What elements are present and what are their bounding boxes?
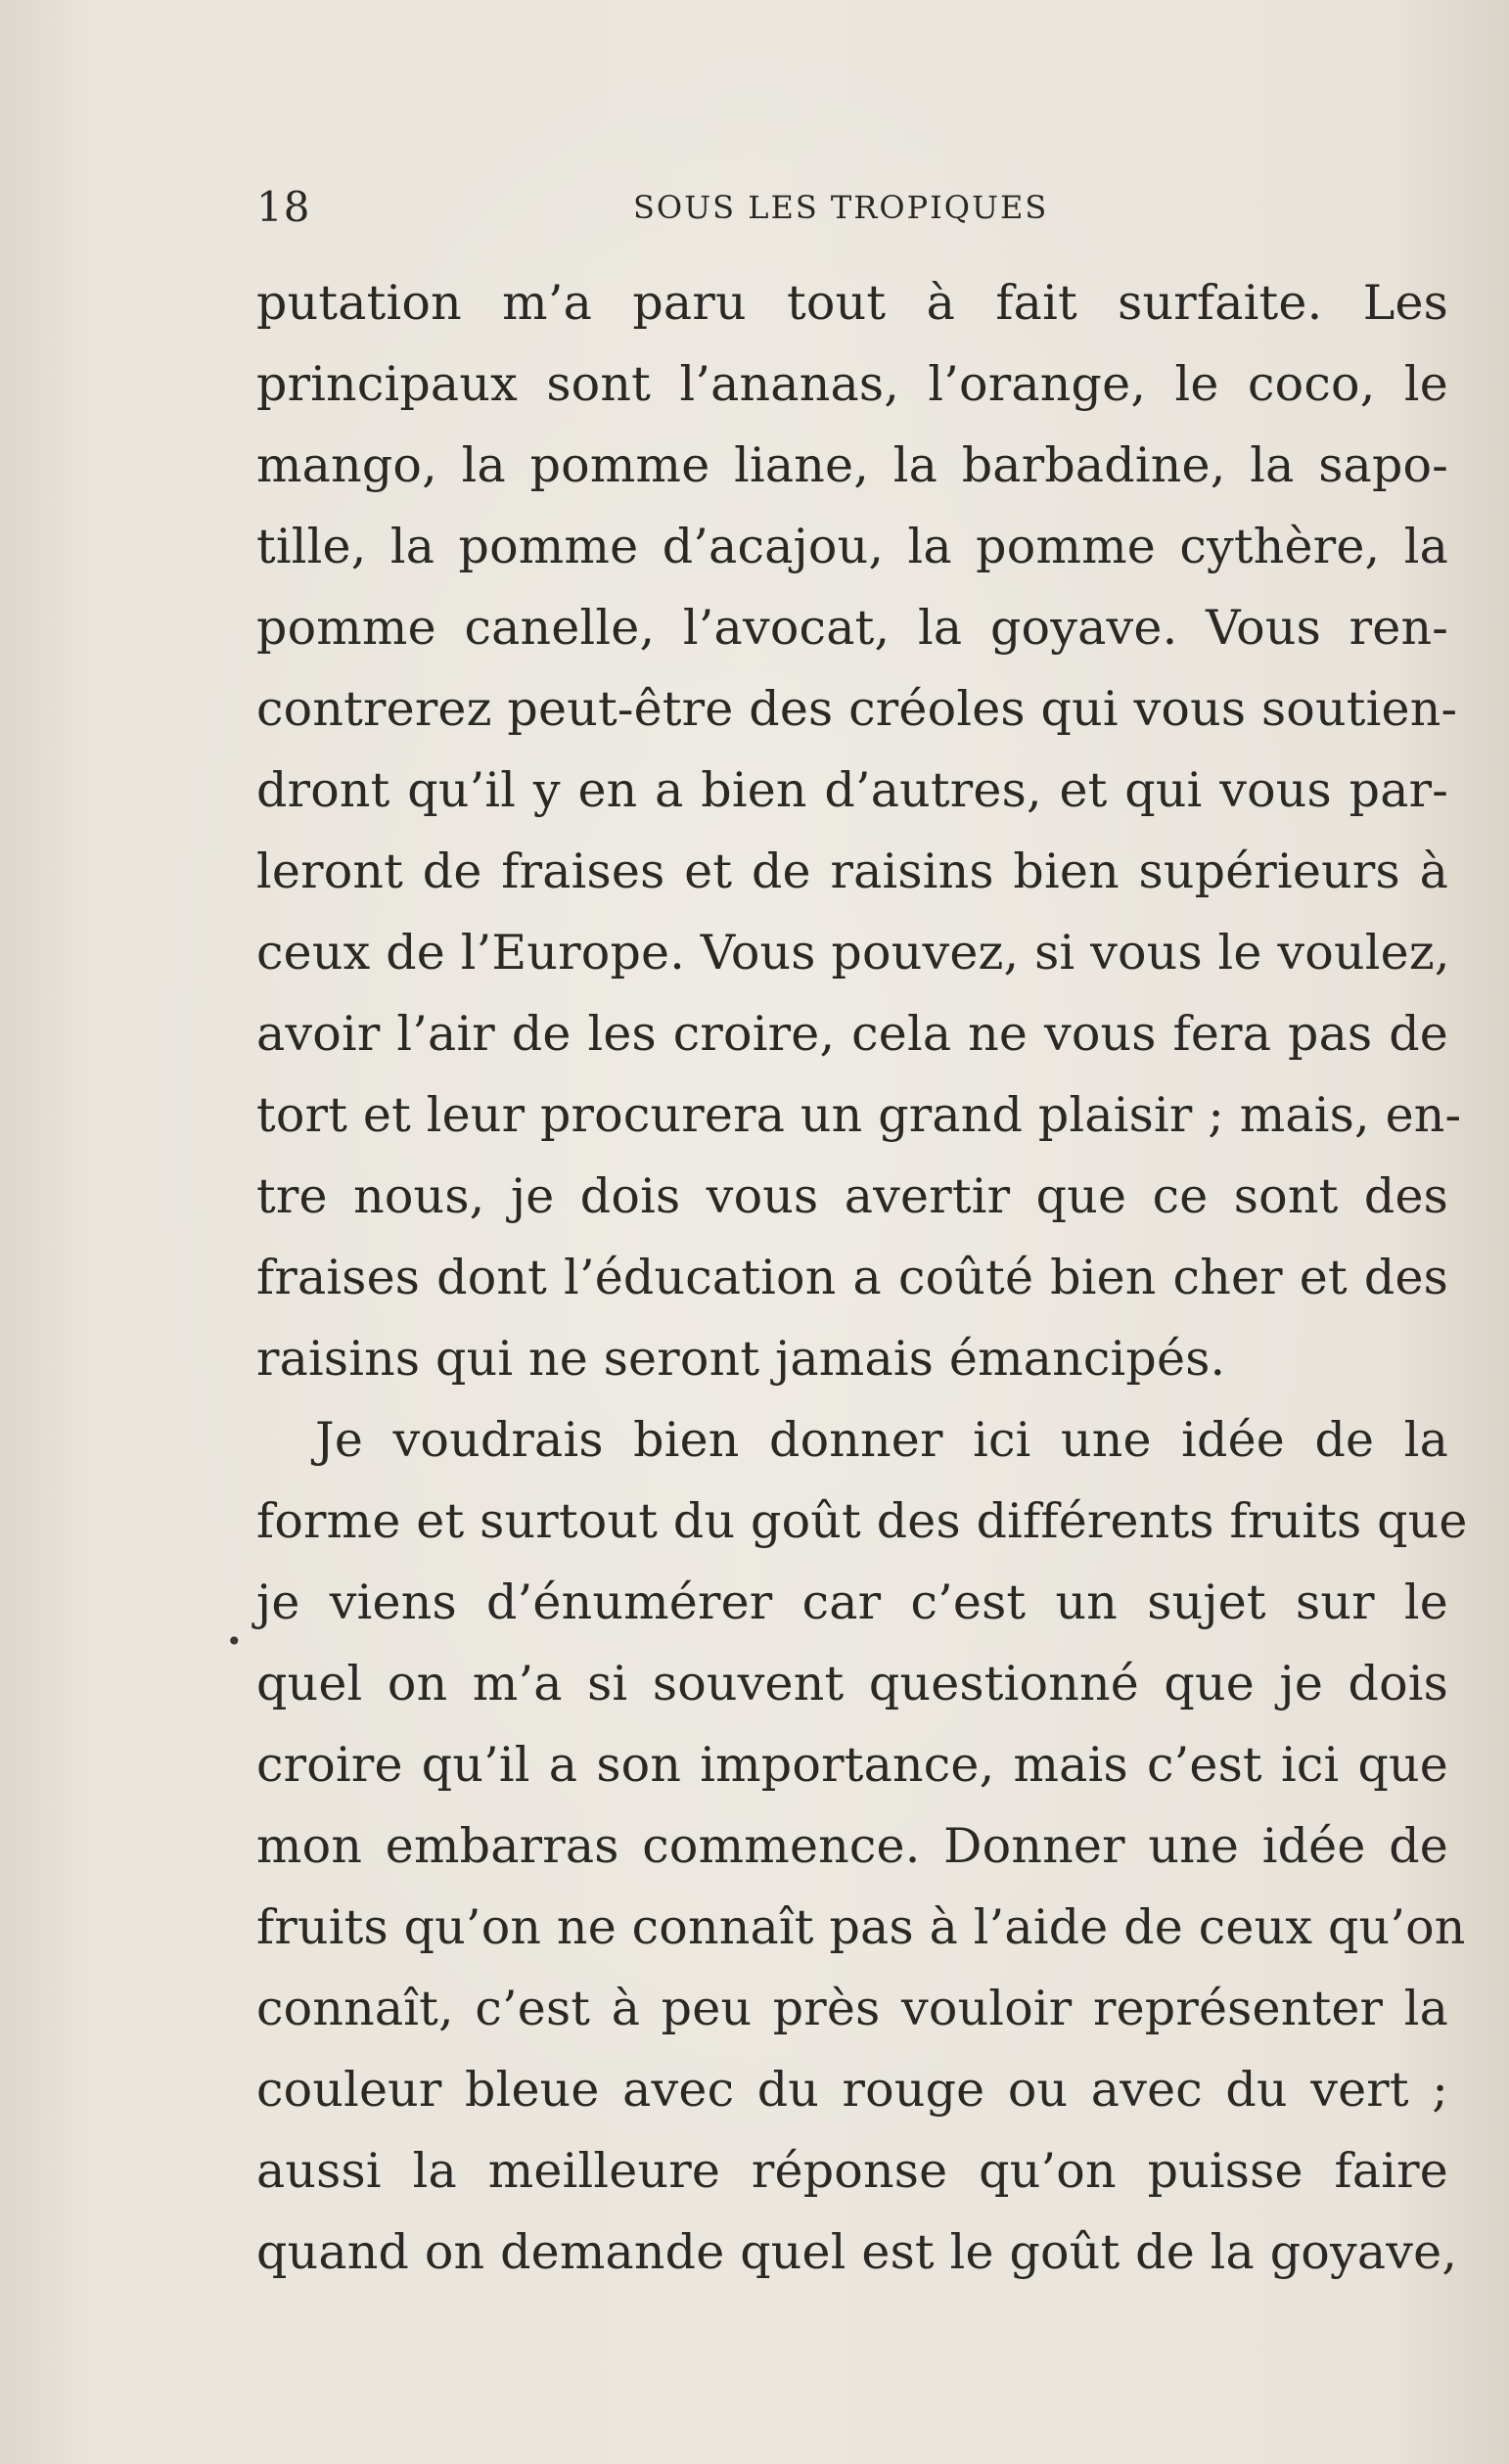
body-text <box>256 262 1468 2293</box>
text-line: tre nous, je dois vous avertir que ce sont des <box>256 1168 1448 1224</box>
text-line: avoir l’air de les croire, cela ne vous fera pas de <box>256 1006 1448 1062</box>
text-line: leront de fraises et de raisins bien supérieurs à <box>256 844 1448 899</box>
text-line: mon embarras commence. Donner une idée de <box>256 1818 1448 1874</box>
margin-mark: • <box>226 1625 243 1658</box>
page-header <box>256 184 1448 231</box>
page-number: 18 <box>256 183 311 231</box>
text-line: contrerez peut-être des créoles qui vous soutien- <box>256 681 1458 737</box>
text-line: principaux sont l’ananas, l’orange, le coco, le <box>256 356 1448 412</box>
text-line: je viens d’énumérer car c’est un sujet sur le <box>256 1574 1448 1630</box>
text-line: forme et surtout du goût des différents fruits que <box>256 1493 1468 1549</box>
text-line: aussi la meilleure réponse qu’on puisse faire <box>256 2143 1448 2199</box>
text-line: quand on demande quel est le goût de la goyave, <box>256 2224 1458 2280</box>
text-line: dront qu’il y en a bien d’autres, et qui vous par- <box>256 762 1448 818</box>
paragraph-last-line: raisins qui ne seront jamais émancipés. <box>256 1331 1226 1387</box>
text-line: tille, la pomme d’acajou, la pomme cythère, la <box>256 519 1448 574</box>
text-line: mango, la pomme liane, la barbadine, la sapo- <box>256 437 1448 493</box>
text-line: connaît, c’est à peu près vouloir représenter la <box>256 1981 1448 2036</box>
text-line: ceux de l’Europe. Vous pouvez, si vous le voulez, <box>256 925 1450 981</box>
text-line: fraises dont l’éducation a coûté bien cher et des <box>256 1250 1448 1305</box>
text-line: quel on m’a si souvent questionné que je dois <box>256 1656 1448 1711</box>
running-head: SOUS LES TROPIQUES <box>633 189 1049 226</box>
text-line: pomme canelle, l’avocat, la goyave. Vous ren- <box>256 600 1448 656</box>
text-line: croire qu’il a son importance, mais c’est ici que <box>256 1737 1448 1793</box>
paragraph-first-line: Je voudrais bien donner ici une idée de la <box>315 1412 1448 1468</box>
text-line: couleur bleue avec du rouge ou avec du vert ; <box>256 2062 1448 2118</box>
text-line: tort et leur procurera un grand plaisir ; mais, en- <box>256 1087 1462 1143</box>
text-line: putation m’a paru tout à fait surfaite. Les <box>256 275 1448 331</box>
text-line: fruits qu’on ne connaît pas à l’aide de ceux qu’on <box>256 1899 1466 1955</box>
